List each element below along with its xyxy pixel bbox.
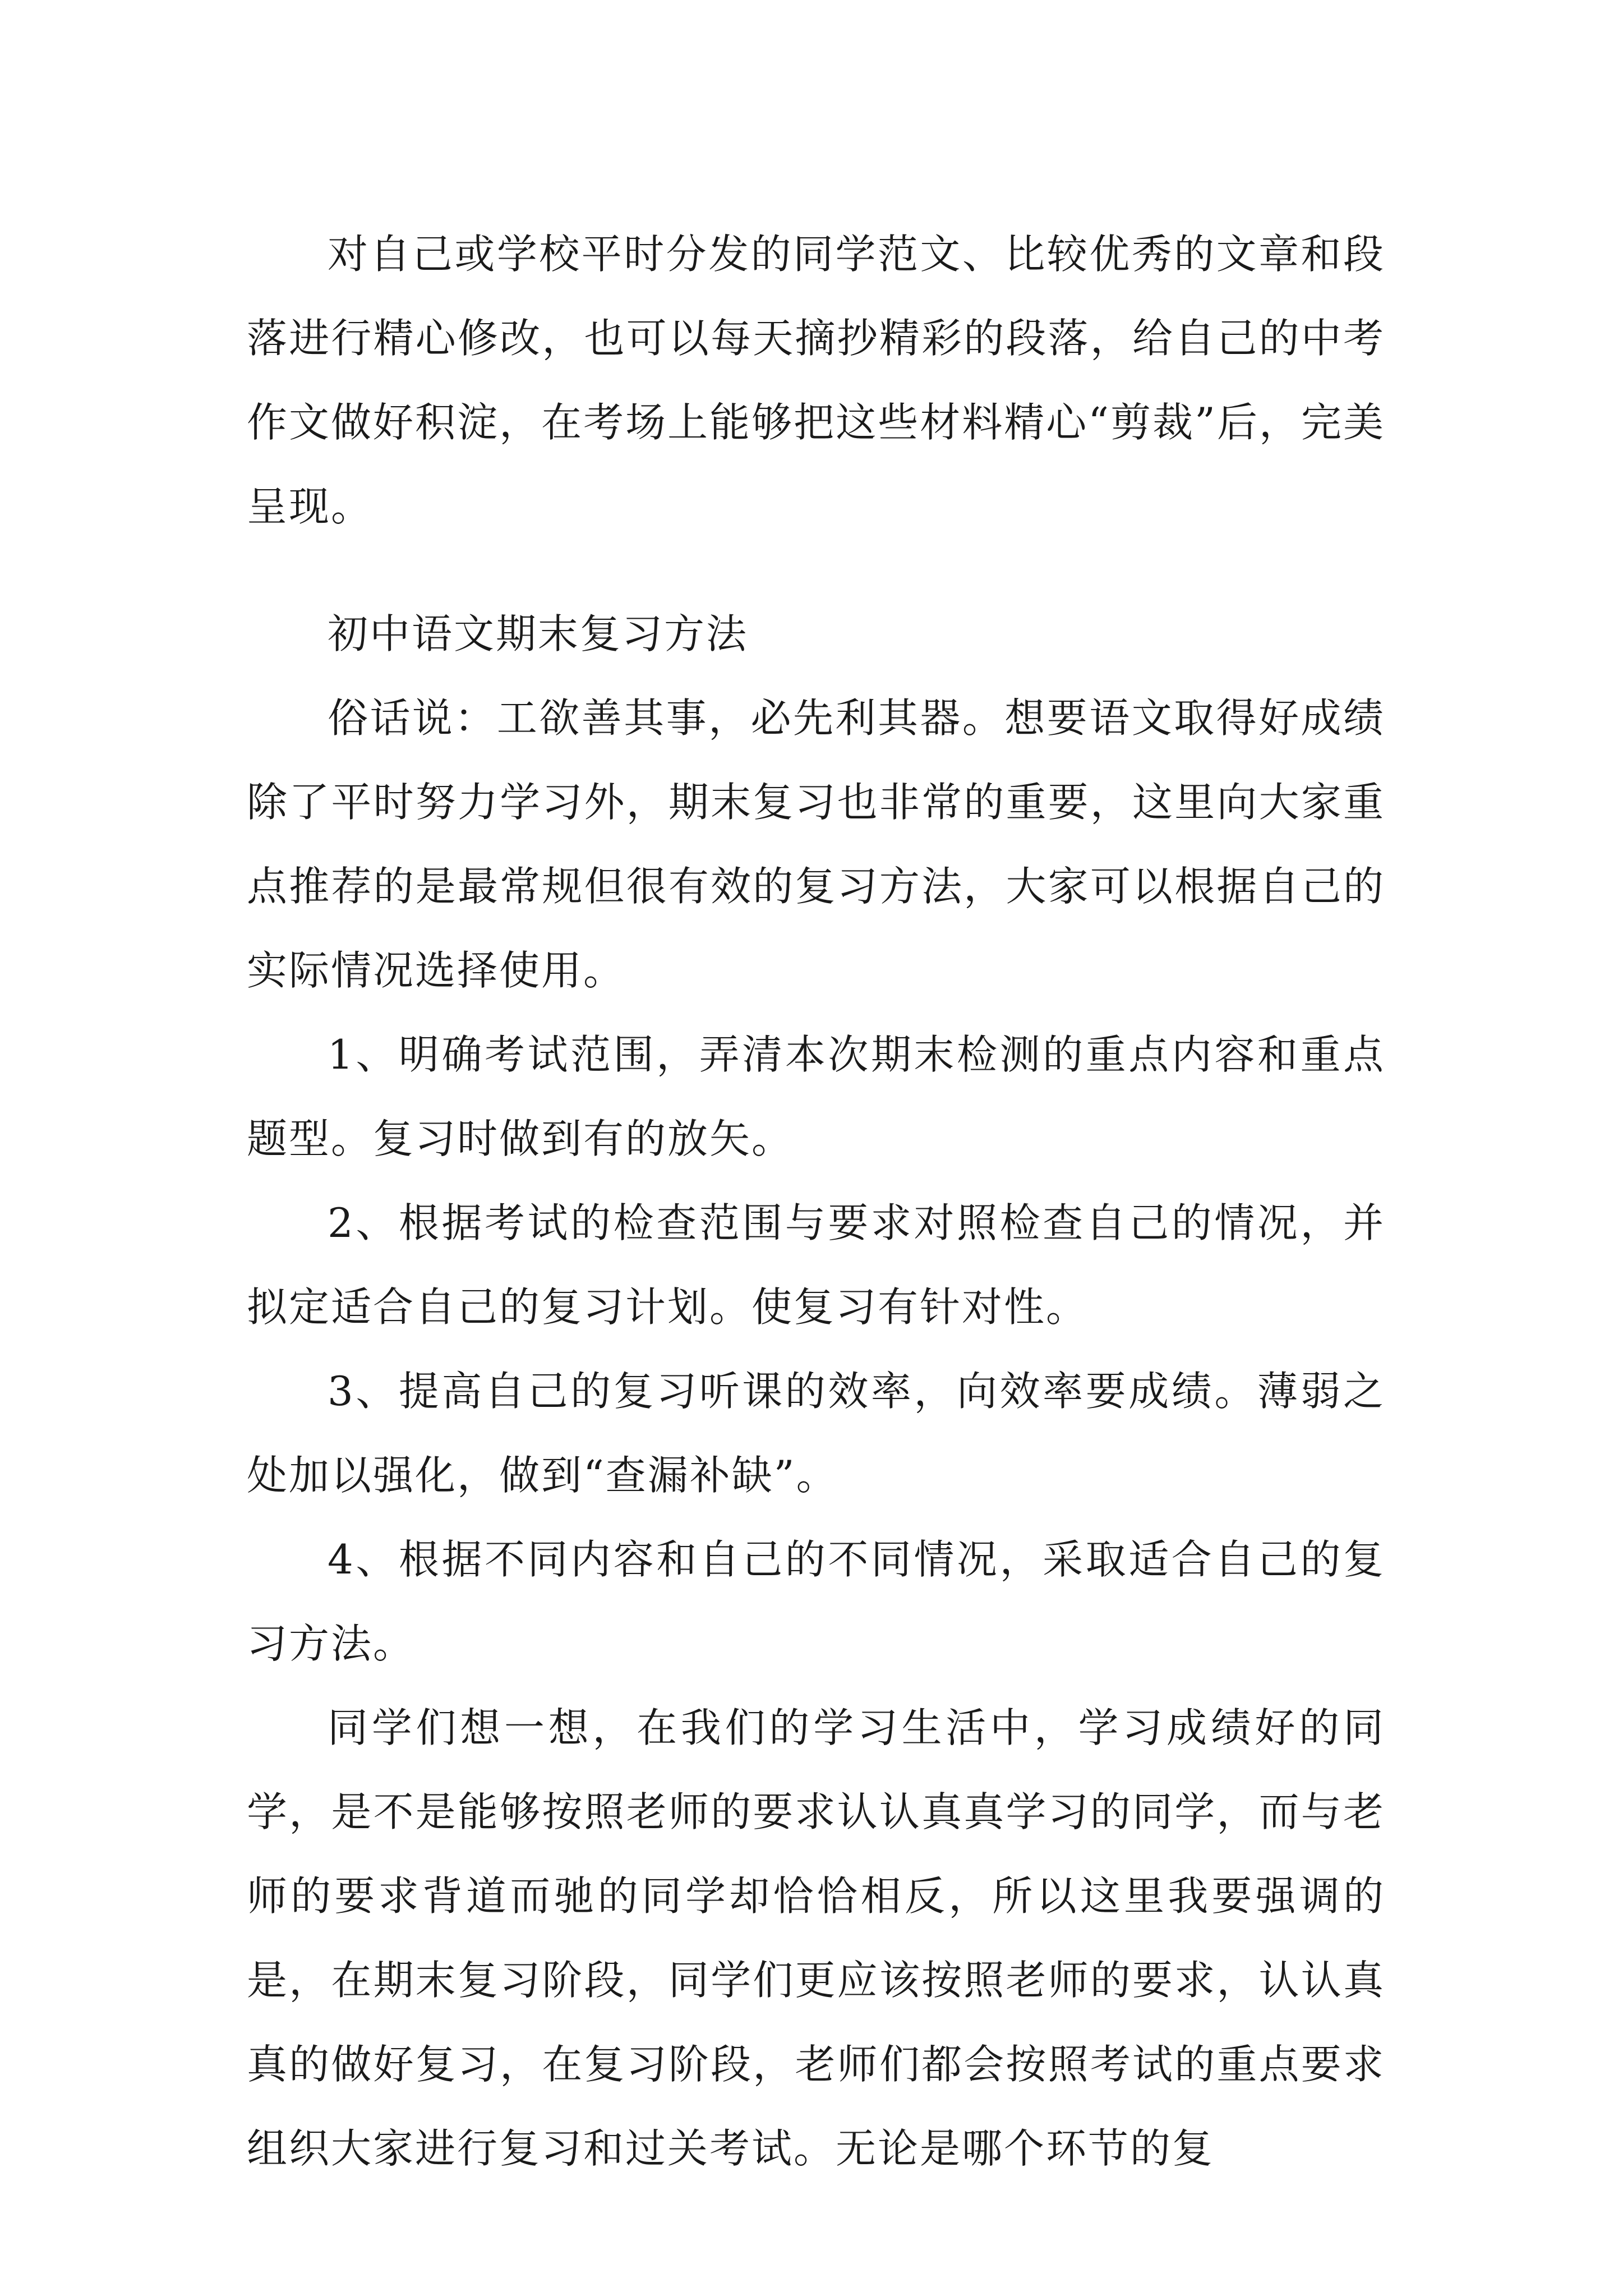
top-text-block <box>247 212 1385 549</box>
closing-paragraph: 同学们想一想，在我们的学习生活中，学习成绩好的同学，是不是能够按照老师的要求认认真真学习的同学，而与老师的要求背道而驰的同学却恰恰相反，所以这里我要强调的是，在期末复习阶段，同学们更应该按照老师的要求，认认真真的做好复习，在复习阶段，老师们都会按照考试的重点要求组织大家进行复习和过关考试。无论是哪个环节的复 <box>247 1704 1385 2172</box>
top-paragraph: 对自己或学校平时分发的同学范文、比较优秀的文章和段落进行精心修改，也可以每天摘抄精彩的段落，给自己的中考作文做好积淀，在考场上能够把这些材料精心“剪裁”后，完美呈现。 <box>247 231 1385 530</box>
section-text-block <box>247 592 1385 2191</box>
intro-paragraph: 俗话说：工欲善其事，必先利其器。想要语文取得好成绩除了平时努力学习外，期末复习也非常的重要，这里向大家重点推荐的是最常规但很有效的复习方法，大家可以根据自己的实际情况选择使用。 <box>247 694 1385 994</box>
list-item-2: 2、根据考试的检查范围与要求对照检查自己的情况，并拟定适合自己的复习计划。使复习有针对性。 <box>247 1199 1385 1331</box>
list-item-4: 4、根据不同内容和自己的不同情况，采取适合自己的复习方法。 <box>247 1536 1385 1667</box>
section-title: 初中语文期末复习方法 <box>328 610 749 657</box>
list-item-3: 3、提高自己的复习听课的效率，向效率要成绩。薄弱之处加以强化，做到“查漏补缺”。 <box>247 1368 1385 1499</box>
list-item-1: 1、明确考试范围，弄清本次期末检测的重点内容和重点题型。复习时做到有的放矢。 <box>247 1031 1385 1162</box>
